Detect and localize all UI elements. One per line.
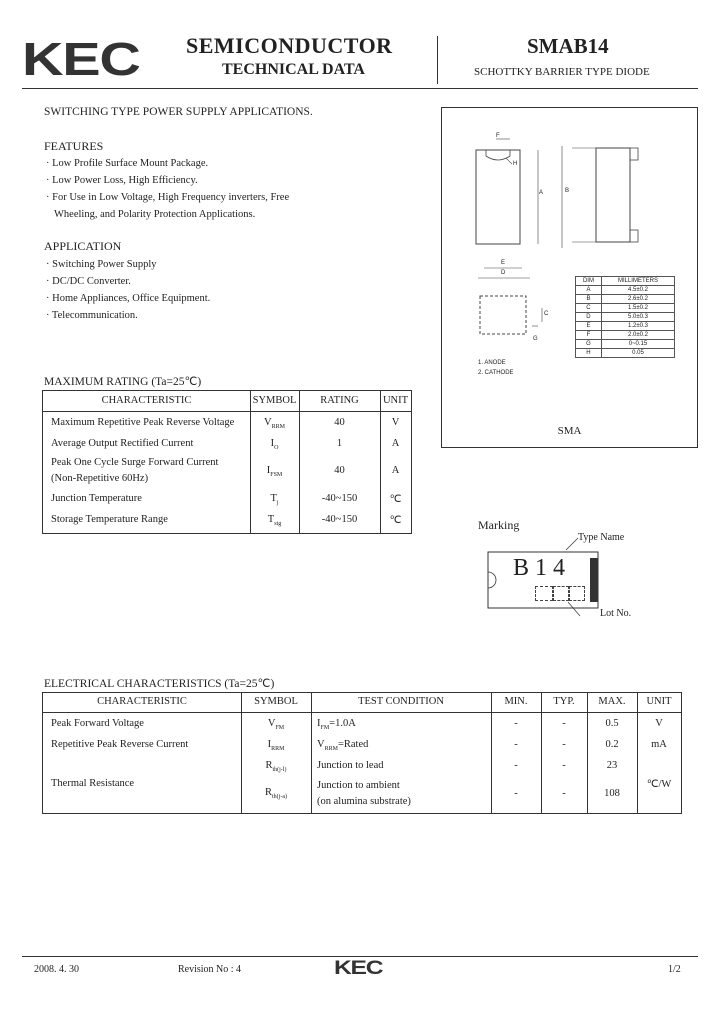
- dim-header: DIM: [576, 277, 602, 286]
- footer-date: 2008. 4. 30: [34, 964, 79, 975]
- pin-legend-anode: 1. ANODE: [478, 360, 506, 366]
- rating-value: 1: [336, 438, 343, 449]
- col-header-rating: RATING: [320, 395, 359, 406]
- table-row: [576, 277, 675, 286]
- elec-min: -: [514, 718, 518, 729]
- dimension-table: [575, 276, 675, 358]
- package-name: SMA: [557, 425, 582, 437]
- column-divider: [311, 693, 312, 813]
- application-item: · Home Appliances, Office Equipment.: [46, 293, 211, 304]
- table-row: [576, 340, 675, 349]
- elec-char: Repetitive Peak Reverse Current: [51, 739, 189, 750]
- rating-char: Junction Temperature: [51, 493, 142, 504]
- elec-typ: -: [562, 718, 566, 729]
- footer-revision: Revision No : 4: [178, 964, 242, 975]
- table-row: [576, 295, 675, 304]
- rating-value: 40: [334, 465, 345, 476]
- elec-max: 23: [606, 760, 618, 771]
- rating-unit: A: [391, 465, 400, 476]
- rating-char: Maximum Repetitive Peak Reverse Voltage: [51, 417, 235, 428]
- max-rating-heading: MAXIMUM RATING (Ta=25℃): [44, 376, 202, 388]
- feature-item: · Low Power Loss, High Efficiency.: [46, 175, 198, 186]
- table-row: [576, 286, 675, 295]
- footer-kec-logo: KEC: [334, 958, 383, 979]
- col-header-max: MAX.: [598, 696, 626, 707]
- dim-cell: D: [576, 313, 602, 322]
- elec-symbol: $V_{FM}$: [267, 718, 285, 732]
- column-divider: [250, 391, 251, 533]
- dim-header: MILLIMETERS: [601, 277, 674, 286]
- header-vertical-divider: [437, 36, 438, 84]
- table-row: [576, 313, 675, 322]
- elec-condition: $I_{FM}=1.0A$: [317, 718, 356, 732]
- rating-value: -40~150: [321, 514, 358, 525]
- header-title-technical-data: TECHNICAL DATA: [222, 61, 365, 78]
- rating-symbol: $I_O$: [270, 438, 279, 452]
- marking-heading: Marking: [478, 518, 520, 532]
- dim-label-a: A: [539, 190, 544, 196]
- dim-cell: E: [576, 322, 602, 331]
- elec-unit: mA: [651, 739, 667, 750]
- dim-label-b: B: [565, 188, 570, 194]
- electrical-heading: ELECTRICAL CHARACTERISTICS (Ta=25℃): [44, 678, 275, 690]
- rating-char-note: (Non-Repetitive 60Hz): [51, 473, 149, 484]
- dim-cell: B: [576, 295, 602, 304]
- part-subtitle: SCHOTTKY BARRIER TYPE DIODE: [474, 66, 650, 78]
- col-header-symbol: SYMBOL: [252, 395, 297, 406]
- col-header-unit: UNIT: [646, 696, 672, 707]
- elec-symbol: $I_{RRM}$: [267, 739, 285, 753]
- dim-cell: G: [576, 340, 602, 349]
- dim-cell: F: [576, 331, 602, 340]
- marking-lot-label: Lot No.: [600, 608, 632, 619]
- elec-char: Peak Forward Voltage: [51, 718, 144, 729]
- rating-unit: ℃: [389, 515, 402, 526]
- dim-cell: 2.6±0.2: [601, 295, 674, 304]
- application-list: [46, 256, 326, 324]
- elec-max: 0.5: [605, 718, 619, 729]
- dim-cell: 4.5±0.2: [601, 286, 674, 295]
- dim-label-e: E: [501, 260, 506, 266]
- kec-logo: KEC: [22, 33, 140, 85]
- feature-item: · Low Profile Surface Mount Package.: [46, 158, 209, 169]
- elec-condition: Junction to lead: [317, 760, 384, 771]
- application-item: · Telecommunication.: [46, 310, 138, 321]
- table-row: [576, 331, 675, 340]
- col-header-unit: UNIT: [382, 395, 409, 406]
- electrical-table: [42, 692, 682, 814]
- rating-value: -40~150: [321, 493, 358, 504]
- elec-typ: -: [562, 739, 566, 750]
- col-header-test-condition: TEST CONDITION: [358, 696, 444, 707]
- rating-symbol: $V_{RRM}$: [264, 417, 285, 431]
- dim-label-h: H: [513, 161, 518, 167]
- table-row: [576, 349, 675, 358]
- elec-typ: -: [562, 760, 566, 771]
- elec-char: Thermal Resistance: [51, 778, 135, 789]
- header-rule: [22, 88, 698, 89]
- column-divider: [380, 391, 381, 533]
- dim-cell: 0~0.15: [601, 340, 674, 349]
- elec-max: 0.2: [605, 739, 619, 750]
- col-header-min: MIN.: [504, 696, 528, 707]
- dim-cell: 1.2±0.3: [601, 322, 674, 331]
- dim-label-g: G: [533, 336, 538, 342]
- marking-type-name-label: Type Name: [578, 532, 625, 543]
- col-header-symbol: SYMBOL: [254, 696, 298, 707]
- elec-min: -: [514, 760, 518, 771]
- dim-cell: H: [576, 349, 602, 358]
- table-row: [576, 304, 675, 313]
- elec-min: -: [514, 739, 518, 750]
- elec-condition: $V_{RRM}=Rated$: [317, 739, 369, 753]
- elec-symbol: $R_{th(j-l)}$: [265, 760, 287, 774]
- dim-cell: 1.5±0.2: [601, 304, 674, 313]
- rating-char: Storage Temperature Range: [51, 514, 168, 525]
- elec-unit: V: [655, 718, 663, 729]
- dim-cell: C: [576, 304, 602, 313]
- marking-lot-box: [569, 586, 585, 601]
- dim-label-c: C: [544, 311, 549, 317]
- dim-label-f: F: [496, 133, 500, 139]
- part-number: SMAB14: [527, 34, 609, 58]
- elec-condition: Junction to ambient: [317, 780, 400, 791]
- column-divider: [637, 693, 638, 813]
- rating-char: Peak One Cycle Surge Forward Current: [51, 457, 219, 468]
- pin-legend-cathode: 2. CATHODE: [478, 370, 514, 376]
- rating-symbol: $T_{stg}$: [267, 514, 282, 528]
- package-drawing-box: [441, 107, 698, 448]
- feature-item: Wheeling, and Polarity Protection Applications.: [54, 209, 256, 220]
- col-header-typ: TYP.: [553, 696, 575, 707]
- marking-lot-box: [553, 586, 569, 601]
- rating-unit: ℃: [389, 494, 402, 505]
- table-row: [576, 322, 675, 331]
- dim-cell: 0.05: [601, 349, 674, 358]
- dim-cell: 2.0±0.2: [601, 331, 674, 340]
- feature-item: · For Use in Low Voltage, High Frequency inverters, Free: [46, 192, 290, 203]
- dim-cell: A: [576, 286, 602, 295]
- footer-page-number: 1/2: [668, 964, 681, 975]
- rating-symbol: $T_j$: [270, 493, 279, 507]
- rating-unit: V: [391, 417, 400, 428]
- rating-symbol: $I_{FSM}$: [266, 465, 283, 479]
- column-divider: [299, 391, 300, 533]
- elec-condition-note: (on alumina substrate): [317, 796, 411, 807]
- col-header-characteristic: CHARACTERISTIC: [101, 395, 192, 406]
- elec-symbol: $R_{th(j-a)}$: [264, 787, 287, 801]
- application-item: · DC/DC Converter.: [46, 276, 131, 287]
- features-heading: FEATURES: [44, 139, 104, 153]
- dim-label-d: D: [501, 270, 506, 276]
- rating-unit: A: [391, 438, 400, 449]
- elec-max: 108: [604, 788, 620, 799]
- elec-typ: -: [562, 788, 566, 799]
- application-item: · Switching Power Supply: [46, 259, 157, 270]
- table-header-rule: [43, 712, 681, 713]
- application-heading: APPLICATION: [44, 239, 122, 253]
- elec-min: -: [514, 788, 518, 799]
- marking-code: B14: [513, 555, 572, 581]
- marking-lot-box: [535, 586, 553, 601]
- max-rating-table: [42, 390, 412, 534]
- application-title: SWITCHING TYPE POWER SUPPLY APPLICATIONS.: [44, 106, 313, 118]
- features-list: [46, 155, 326, 223]
- rating-value: 40: [334, 417, 345, 428]
- col-header-characteristic: CHARACTERISTIC: [97, 696, 187, 707]
- dim-cell: 5.0±0.3: [601, 313, 674, 322]
- elec-unit: ℃/W: [646, 779, 672, 790]
- rating-char: Average Output Rectified Current: [51, 438, 194, 449]
- header-title-semiconductor: SEMICONDUCTOR: [186, 33, 393, 58]
- footer-rule: [22, 956, 698, 957]
- table-header-rule: [43, 411, 411, 412]
